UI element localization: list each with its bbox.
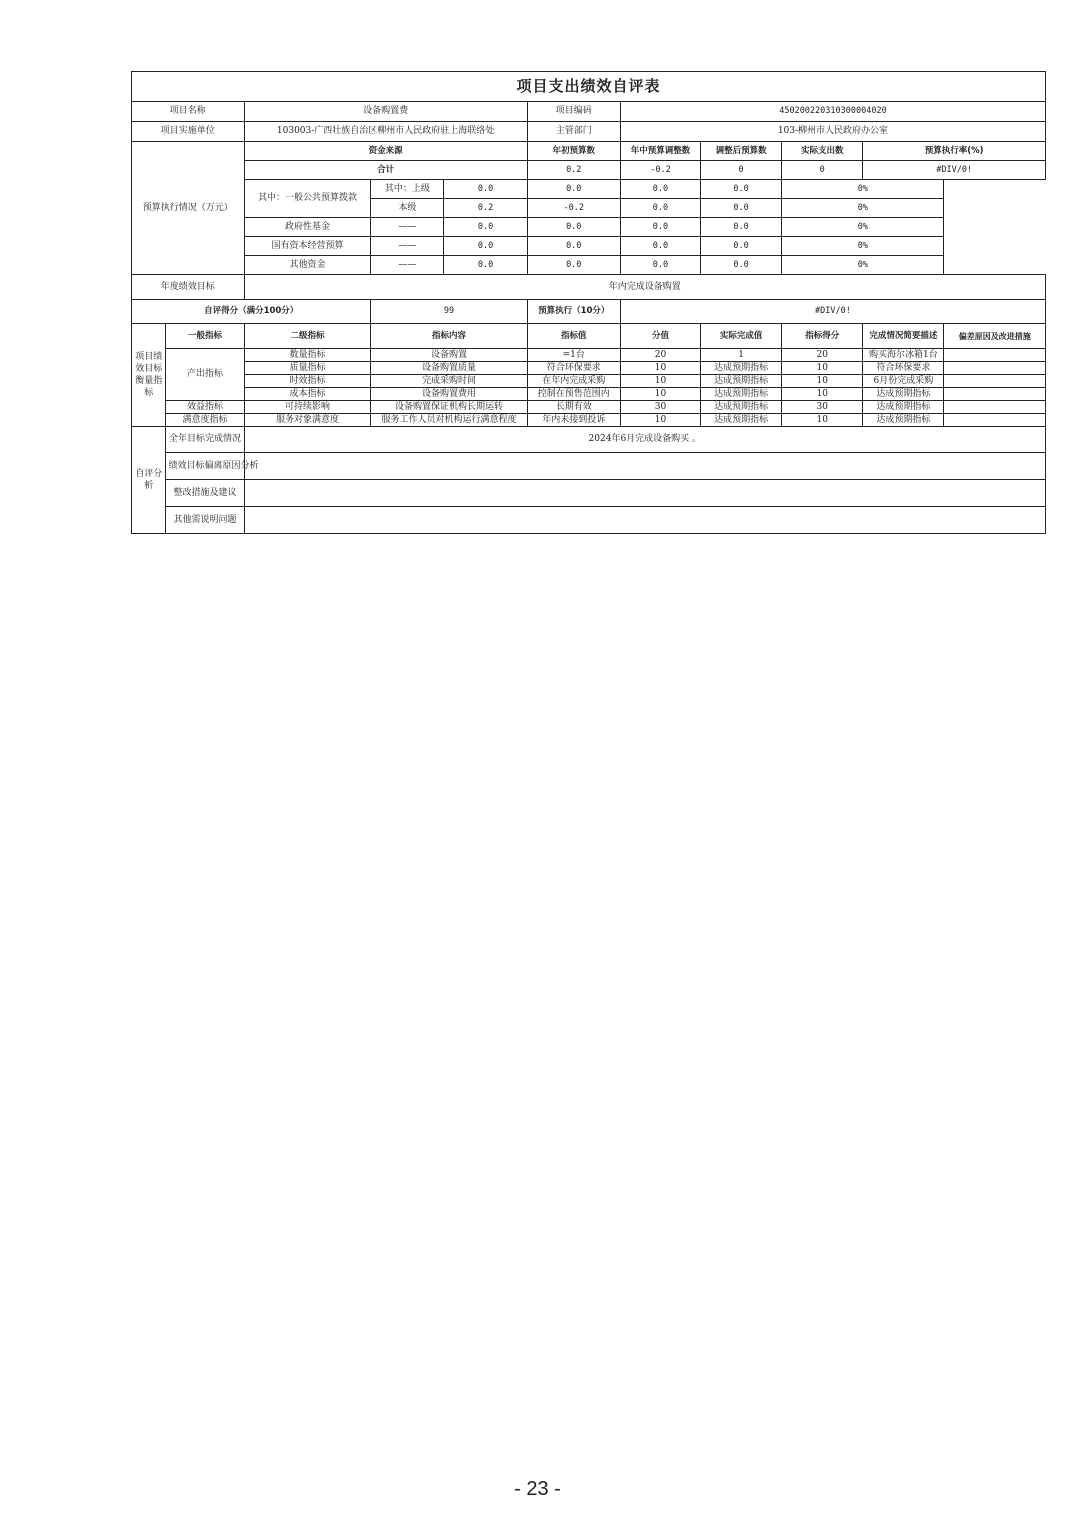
general-budget-label: 其中：一般公共预算拨款 bbox=[244, 180, 371, 218]
header-value: 指标值 bbox=[527, 324, 620, 349]
fund-initial: 0.0 bbox=[444, 237, 527, 256]
page-number: - 23 - bbox=[514, 1478, 561, 1500]
score-cell: 30 bbox=[782, 401, 863, 414]
fund-rate: 0% bbox=[782, 218, 944, 237]
self-eval-label: 其他需说明问题 bbox=[166, 507, 244, 534]
fund-adjusted: 0.0 bbox=[620, 218, 700, 237]
reason-cell bbox=[944, 388, 1046, 401]
desc-cell: 6月份完成采购 bbox=[863, 375, 944, 388]
project-name-label: 项目名称 bbox=[132, 102, 245, 122]
total-adjusted: 0 bbox=[701, 161, 782, 180]
actual-cell: 达成预期指标 bbox=[701, 375, 782, 388]
value-cell: 长期有效 bbox=[527, 401, 620, 414]
reason-cell bbox=[944, 414, 1046, 427]
local-midyear: -0.2 bbox=[527, 199, 620, 218]
local-adjusted: 0.0 bbox=[620, 199, 700, 218]
indicator-section-label: 项目绩效目标衡量指标 bbox=[132, 324, 166, 427]
value-cell: 年内未接到投诉 bbox=[527, 414, 620, 427]
weight-cell: 20 bbox=[620, 349, 700, 362]
self-eval-value: 2024年6月完成设备购买 。 bbox=[244, 427, 1045, 453]
header-source: 资金来源 bbox=[244, 142, 527, 161]
unit-value: 103003-广西壮族自治区柳州市人民政府驻上海联络处 bbox=[244, 122, 527, 142]
fund-initial: 0.0 bbox=[444, 256, 527, 275]
content-cell: 设备购置保证机构长期运转 bbox=[371, 401, 527, 414]
local-rate: 0% bbox=[782, 199, 944, 218]
indicator-row bbox=[132, 375, 1046, 388]
upper-initial: 0.0 bbox=[444, 180, 527, 199]
fund-dash: —— bbox=[371, 218, 444, 237]
self-eval-section-label: 自评分析 bbox=[132, 427, 166, 534]
fund-initial: 0.0 bbox=[444, 218, 527, 237]
benefit-indicator-label: 效益指标 bbox=[166, 401, 244, 414]
local-initial: 0.2 bbox=[444, 199, 527, 218]
header-actual-value: 实际完成值 bbox=[701, 324, 782, 349]
fund-actual: 0.0 bbox=[701, 256, 782, 275]
local-actual: 0.0 bbox=[701, 199, 782, 218]
desc-cell: 达成预期指标 bbox=[863, 388, 944, 401]
reason-cell bbox=[944, 375, 1046, 388]
actual-cell: 1 bbox=[701, 349, 782, 362]
content-cell: 完成采购时间 bbox=[371, 375, 527, 388]
value-cell: =1台 bbox=[527, 349, 620, 362]
self-score-value: 99 bbox=[371, 300, 527, 324]
content-cell: 设备购置质量 bbox=[371, 362, 527, 375]
desc-cell: 达成预期指标 bbox=[863, 401, 944, 414]
budget-row-upper bbox=[132, 180, 1046, 199]
budget-exec-label: 预算执行（10分） bbox=[527, 300, 620, 324]
dept-label: 主管部门 bbox=[527, 122, 620, 142]
indicator-row bbox=[132, 414, 1046, 427]
upper-adjusted: 0.0 bbox=[620, 180, 700, 199]
fund-midyear: 0.0 bbox=[527, 256, 620, 275]
weight-cell: 10 bbox=[620, 362, 700, 375]
desc-cell: 购买海尔冰箱1台 bbox=[863, 349, 944, 362]
weight-cell: 10 bbox=[620, 388, 700, 401]
level2-cell: 服务对象满意度 bbox=[244, 414, 371, 427]
unit-label: 项目实施单位 bbox=[132, 122, 245, 142]
upper-label: 其中：上级 bbox=[371, 180, 444, 199]
header-weight: 分值 bbox=[620, 324, 700, 349]
budget-section-label: 预算执行情况（万元） bbox=[132, 142, 245, 275]
fund-label: 政府性基金 bbox=[244, 218, 371, 237]
header-initial: 年初预算数 bbox=[527, 142, 620, 161]
total-actual: 0 bbox=[782, 161, 863, 180]
fund-actual: 0.0 bbox=[701, 237, 782, 256]
value-cell: 控制在预售范围内 bbox=[527, 388, 620, 401]
satisfaction-indicator-label: 满意度指标 bbox=[166, 414, 244, 427]
budget-row-total bbox=[132, 161, 1046, 180]
fund-rate: 0% bbox=[782, 237, 944, 256]
fund-rate: 0% bbox=[782, 256, 944, 275]
upper-midyear: 0.0 bbox=[527, 180, 620, 199]
value-cell: 在年内完成采购 bbox=[527, 375, 620, 388]
score-cell: 10 bbox=[782, 362, 863, 375]
header-adjusted: 调整后预算数 bbox=[701, 142, 782, 161]
header-content: 指标内容 bbox=[371, 324, 527, 349]
indicator-row bbox=[132, 388, 1046, 401]
score-cell: 10 bbox=[782, 414, 863, 427]
upper-actual: 0.0 bbox=[701, 180, 782, 199]
fund-actual: 0.0 bbox=[701, 218, 782, 237]
score-cell: 10 bbox=[782, 375, 863, 388]
indicator-row bbox=[132, 349, 1046, 362]
header-level2: 二级指标 bbox=[244, 324, 371, 349]
project-name: 设备购置费 bbox=[244, 102, 527, 122]
actual-cell: 达成预期指标 bbox=[701, 362, 782, 375]
weight-cell: 10 bbox=[620, 375, 700, 388]
level2-cell: 时效指标 bbox=[244, 375, 371, 388]
header-score: 指标得分 bbox=[782, 324, 863, 349]
project-code: 450200220310300004020 bbox=[620, 102, 1045, 122]
fund-label: 其他资金 bbox=[244, 256, 371, 275]
header-actual: 实际支出数 bbox=[782, 142, 863, 161]
annual-goal-value: 年内完成设备购置 bbox=[244, 275, 1045, 300]
desc-cell: 达成预期指标 bbox=[863, 414, 944, 427]
upper-rate: 0% bbox=[782, 180, 944, 199]
budget-exec-value: #DIV/0! bbox=[620, 300, 1045, 324]
weight-cell: 30 bbox=[620, 401, 700, 414]
self-eval-label: 整改措施及建议 bbox=[166, 480, 244, 507]
indicator-row bbox=[132, 401, 1046, 414]
total-rate: #DIV/0! bbox=[863, 161, 1046, 180]
reason-cell bbox=[944, 401, 1046, 414]
value-cell: 符合环保要求 bbox=[527, 362, 620, 375]
reason-cell bbox=[944, 349, 1046, 362]
fund-midyear: 0.0 bbox=[527, 218, 620, 237]
budget-row-other bbox=[132, 256, 1046, 275]
budget-row-state-capital bbox=[132, 237, 1046, 256]
actual-cell: 达成预期指标 bbox=[701, 388, 782, 401]
total-midyear: -0.2 bbox=[620, 161, 700, 180]
page-title: 项目支出绩效自评表 bbox=[132, 72, 1046, 102]
self-score-label: 自评得分（满分100分） bbox=[132, 300, 371, 324]
actual-cell: 达成预期指标 bbox=[701, 414, 782, 427]
content-cell: 设备购置费用 bbox=[371, 388, 527, 401]
self-eval-value bbox=[244, 507, 1045, 534]
header-desc: 完成情况简要描述 bbox=[863, 324, 944, 349]
fund-label: 国有资本经营预算 bbox=[244, 237, 371, 256]
total-initial: 0.2 bbox=[527, 161, 620, 180]
self-eval-value bbox=[244, 453, 1045, 480]
header-reason: 偏差原因及改进措施 bbox=[944, 324, 1046, 349]
header-rate: 预算执行率(%) bbox=[863, 142, 1046, 161]
local-label: 本级 bbox=[371, 199, 444, 218]
header-level1: 一般指标 bbox=[166, 324, 244, 349]
annual-goal-label: 年度绩效目标 bbox=[132, 275, 245, 300]
level2-cell: 数量指标 bbox=[244, 349, 371, 362]
fund-dash: —— bbox=[371, 256, 444, 275]
level2-cell: 质量指标 bbox=[244, 362, 371, 375]
fund-dash: —— bbox=[371, 237, 444, 256]
level2-cell: 可持续影响 bbox=[244, 401, 371, 414]
dept-value: 103-柳州市人民政府办公室 bbox=[620, 122, 1045, 142]
level2-cell: 成本指标 bbox=[244, 388, 371, 401]
reason-cell bbox=[944, 362, 1046, 375]
content-cell: 设备购置 bbox=[371, 349, 527, 362]
project-code-label: 项目编码 bbox=[527, 102, 620, 122]
fund-midyear: 0.0 bbox=[527, 237, 620, 256]
self-eval-value bbox=[244, 480, 1045, 507]
fund-adjusted: 0.0 bbox=[620, 237, 700, 256]
score-cell: 10 bbox=[782, 388, 863, 401]
self-eval-label: 全年目标完成情况 bbox=[166, 427, 244, 453]
fund-adjusted: 0.0 bbox=[620, 256, 700, 275]
budget-row-gov-fund bbox=[132, 218, 1046, 237]
score-cell: 20 bbox=[782, 349, 863, 362]
performance-evaluation-table bbox=[131, 71, 1046, 534]
output-indicator-label: 产出指标 bbox=[166, 349, 244, 401]
self-eval-label: 绩效目标偏离原因分析 bbox=[166, 453, 244, 480]
indicator-row bbox=[132, 362, 1046, 375]
weight-cell: 10 bbox=[620, 414, 700, 427]
header-midyear: 年中预算调整数 bbox=[620, 142, 700, 161]
content-cell: 服务工作人员对机构运行满意程度 bbox=[371, 414, 527, 427]
desc-cell: 符合环保要求 bbox=[863, 362, 944, 375]
total-label: 合计 bbox=[244, 161, 527, 180]
actual-cell: 达成预期指标 bbox=[701, 401, 782, 414]
